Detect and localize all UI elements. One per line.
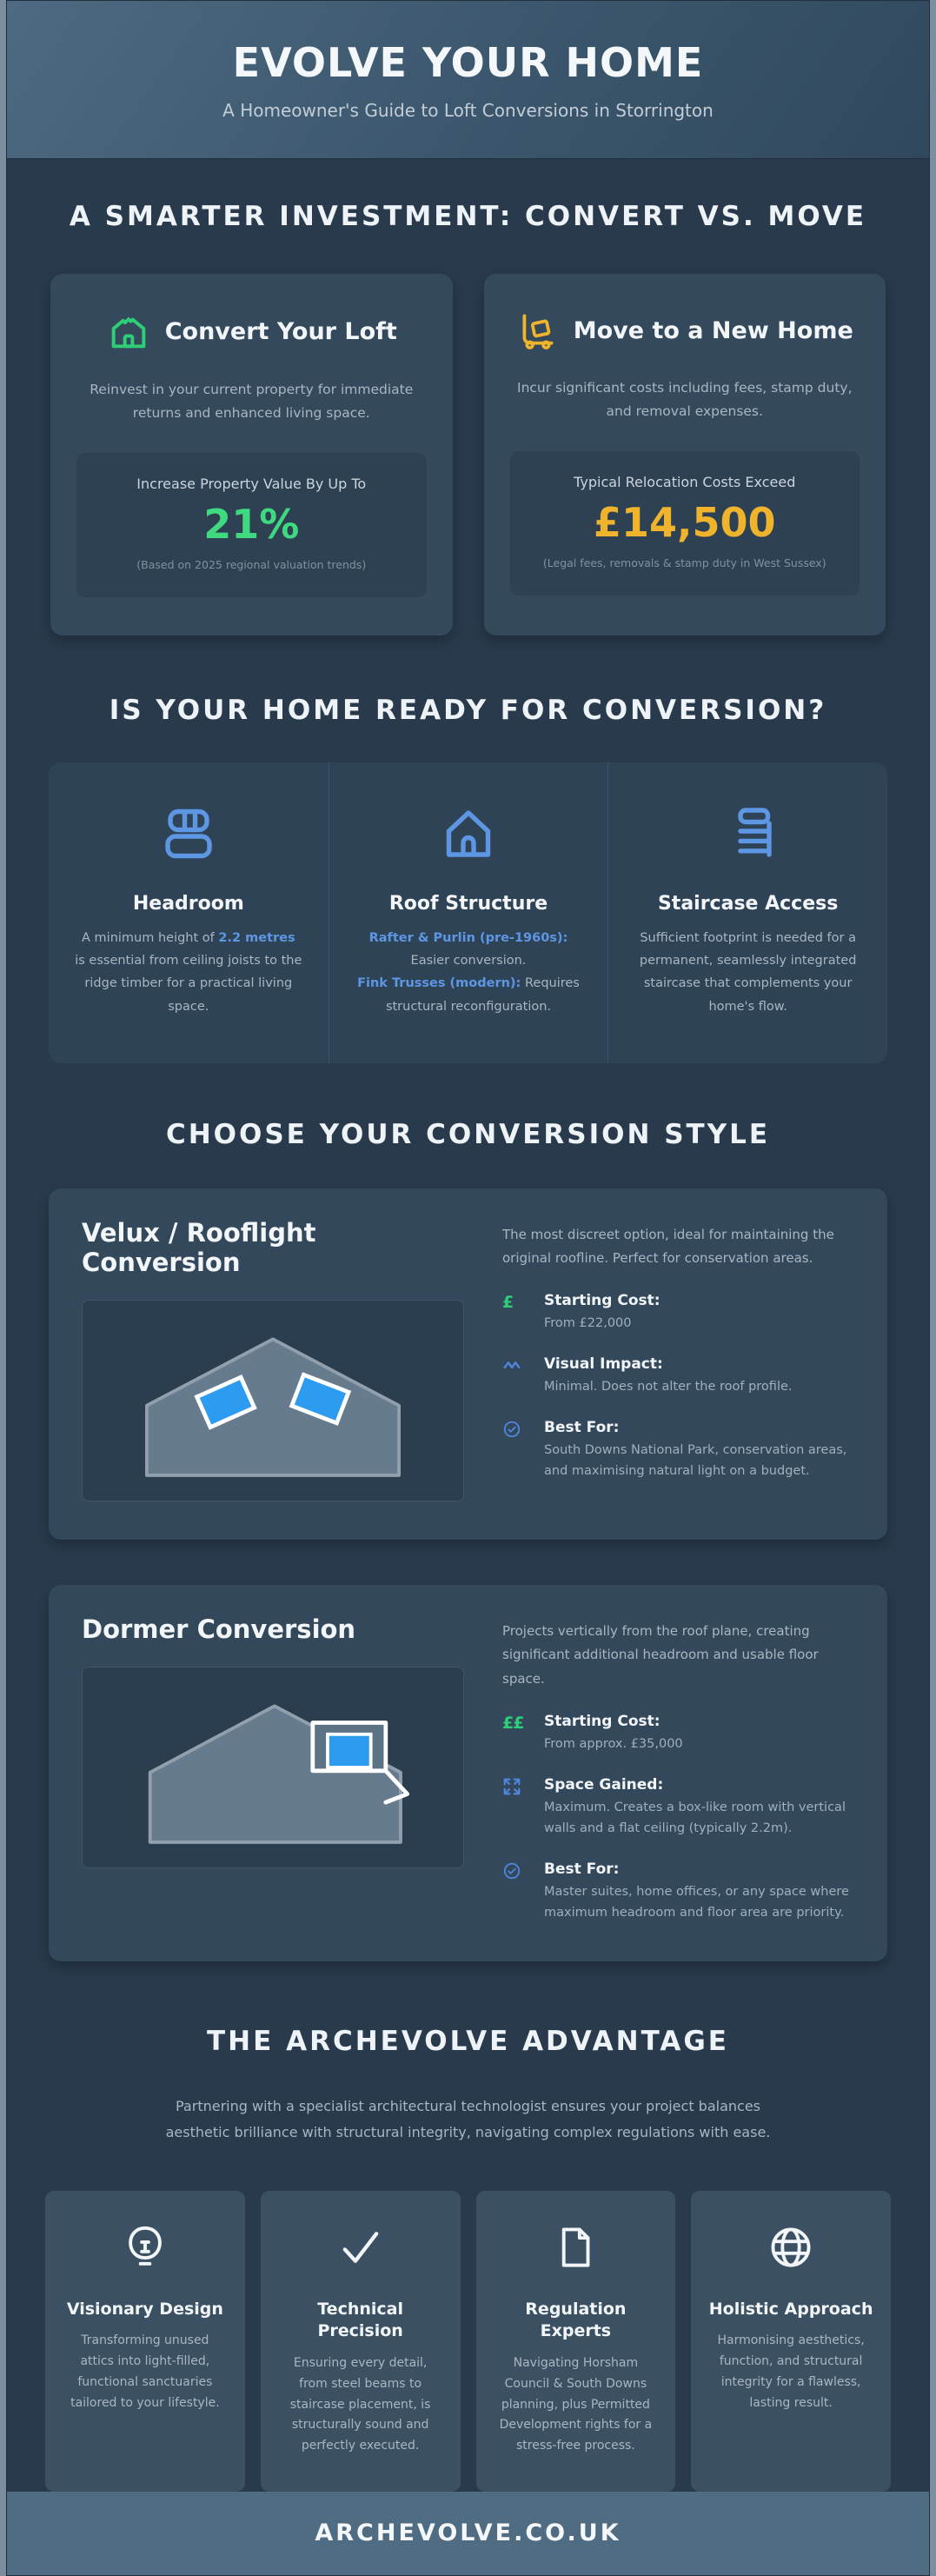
roof-text: Rafter & Purlin (pre-1960s): Easier conversion. Fink Trusses (modern): Requires structural reconfiguration. <box>357 931 580 1014</box>
move-stat-value: £14,500 <box>593 499 776 547</box>
dormer-illustration <box>82 1667 464 1868</box>
holistic-approach-card <box>691 2191 891 2492</box>
roof-structure-column <box>329 762 608 1062</box>
expand-arrows-icon <box>502 1776 532 1840</box>
section-advantage <box>7 1961 929 2491</box>
convert-stat-note: (Based on 2025 regional valuation trends) <box>136 558 367 572</box>
readiness-panel <box>49 762 887 1062</box>
lightbulb-icon <box>120 2222 170 2273</box>
globe-icon <box>766 2222 816 2273</box>
move-home-card <box>484 274 886 636</box>
pound-pound-icon: ££ <box>502 1713 524 1733</box>
checkmark-icon <box>335 2222 386 2273</box>
roof-title: Roof Structure <box>388 893 548 915</box>
readiness-heading: IS YOUR HOME READY FOR CONVERSION? <box>109 695 827 727</box>
section-readiness <box>7 658 929 1062</box>
staircase-text: Sufficient footprint is needed for a permanent, seamlessly integrated staircase that complements your home's flow. <box>639 931 857 1014</box>
visionary-design-card <box>45 2191 245 2492</box>
dormer-title: Dormer Conversion <box>82 1614 356 1644</box>
convert-stat-value: 21% <box>203 501 300 549</box>
velux-illustration <box>82 1300 464 1501</box>
advantage-card-title: Visionary Design <box>66 2299 223 2319</box>
convert-stat-label: Increase Property Value By Up To <box>136 476 367 493</box>
convert-card-title: Convert Your Loft <box>164 317 397 345</box>
advantage-heading: THE ARCHEVOLVE ADVANTAGE <box>207 2026 729 2058</box>
velux-starting-cost: £ Starting Cost: From £22,000 <box>502 1292 854 1335</box>
waves-icon <box>502 1355 532 1398</box>
footer-site-url: ARCHEVOLVE.CO.UK <box>315 2519 621 2547</box>
check-circle-icon <box>502 1419 532 1482</box>
staircase-column <box>607 762 887 1062</box>
advantage-card-title: Technical Precision <box>317 2299 403 2341</box>
header-banner <box>7 1 929 159</box>
dormer-card <box>49 1585 887 1962</box>
velux-description: The most discreet option, ideal for maintaining the original roofline. Perfect for conservation areas. <box>502 1226 834 1267</box>
footer-banner <box>7 2492 929 2575</box>
move-stat-box <box>510 451 860 596</box>
section-styles <box>7 1063 929 1962</box>
move-stat-note: (Legal fees, removals & stamp duty in West Sussex) <box>542 556 826 570</box>
dormer-space-gained: Space Gained: Maximum. Creates a box-like room with vertical walls and a flat ceiling (typically 2.2m). <box>502 1776 854 1840</box>
advantage-card-text: Harmonising aesthetics, function, and structural integrity for a flawless, lasting result. <box>717 2333 865 2410</box>
styles-heading: CHOOSE YOUR CONVERSION STYLE <box>165 1118 771 1150</box>
pound-icon: £ <box>502 1293 514 1313</box>
advantage-card-text: Transforming unused attics into light-filled, functional sanctuaries tailored to your lifestyle. <box>70 2333 220 2410</box>
infographic-page <box>6 0 930 2576</box>
advantage-card-text: Navigating Horsham Council & South Downs planning, plus Permitted Development rights for a stress-free process. <box>499 2355 653 2453</box>
moving-dolly-icon <box>516 309 560 352</box>
investment-cards <box>50 274 886 636</box>
house-outline-icon <box>437 802 500 865</box>
headroom-title: Headroom <box>132 893 244 915</box>
dormer-starting-cost: ££ Starting Cost: From approx. £35,000 <box>502 1713 854 1755</box>
staircase-title: Staircase Access <box>657 893 839 915</box>
convert-loft-card <box>50 274 453 636</box>
velux-card <box>49 1188 887 1540</box>
check-circle-icon <box>502 1860 532 1924</box>
advantage-card-title: Holistic Approach <box>708 2299 873 2319</box>
convert-stat-box <box>76 453 427 597</box>
height-ruler-icon <box>157 802 220 865</box>
document-icon <box>550 2222 601 2273</box>
section-investment <box>7 159 929 658</box>
dormer-description: Projects vertically from the roof plane, creating significant additional headroom and usable floor space. <box>502 1622 819 1687</box>
advantage-card-text: Ensuring every detail, from steel beams to staircase placement, is structurally sound and perfectly executed. <box>289 2355 431 2453</box>
stairs-icon <box>717 802 780 865</box>
velux-title: Velux / Rooflight Conversion <box>82 1217 316 1277</box>
convert-card-description: Reinvest in your current property for immediate returns and enhanced living space. <box>90 382 414 422</box>
headroom-column <box>49 762 329 1062</box>
velux-best-for: Best For: South Downs National Park, conservation areas, and maximising natural light on a budget. <box>502 1419 854 1482</box>
page-subtitle: A Homeowner's Guide to Loft Conversions in Storrington <box>222 99 714 121</box>
technical-precision-card <box>261 2191 461 2492</box>
advantage-card-title: Regulation Experts <box>525 2299 627 2341</box>
advantage-intro: Partnering with a specialist architectural technologist ensures your project balances aesthetic brilliance with structural integrity, navigating complex regulations with ease. <box>165 2098 771 2141</box>
dormer-best-for: Best For: Master suites, home offices, or any space where maximum headroom and floor area are priority. <box>502 1860 854 1924</box>
advantage-cards <box>45 2191 891 2492</box>
move-card-title: Move to a New Home <box>573 316 853 344</box>
move-card-description: Incur significant costs including fees, stamp duty, and removal expenses. <box>517 380 853 420</box>
headroom-text: A minimum height of 2.2 metres is essential from ceiling joists to the ridge timber for a practical living space. <box>75 931 302 1014</box>
page-title: EVOLVE YOUR HOME <box>232 38 704 86</box>
velux-visual-impact: Visual Impact: Minimal. Does not alter the roof profile. <box>502 1355 854 1398</box>
headroom-highlight: 2.2 metres <box>218 931 295 946</box>
investment-heading: A SMARTER INVESTMENT: CONVERT VS. MOVE <box>69 201 867 232</box>
move-stat-label: Typical Relocation Costs Exceed <box>574 474 796 491</box>
green-house-icon <box>106 309 151 354</box>
regulation-experts-card <box>476 2191 676 2492</box>
